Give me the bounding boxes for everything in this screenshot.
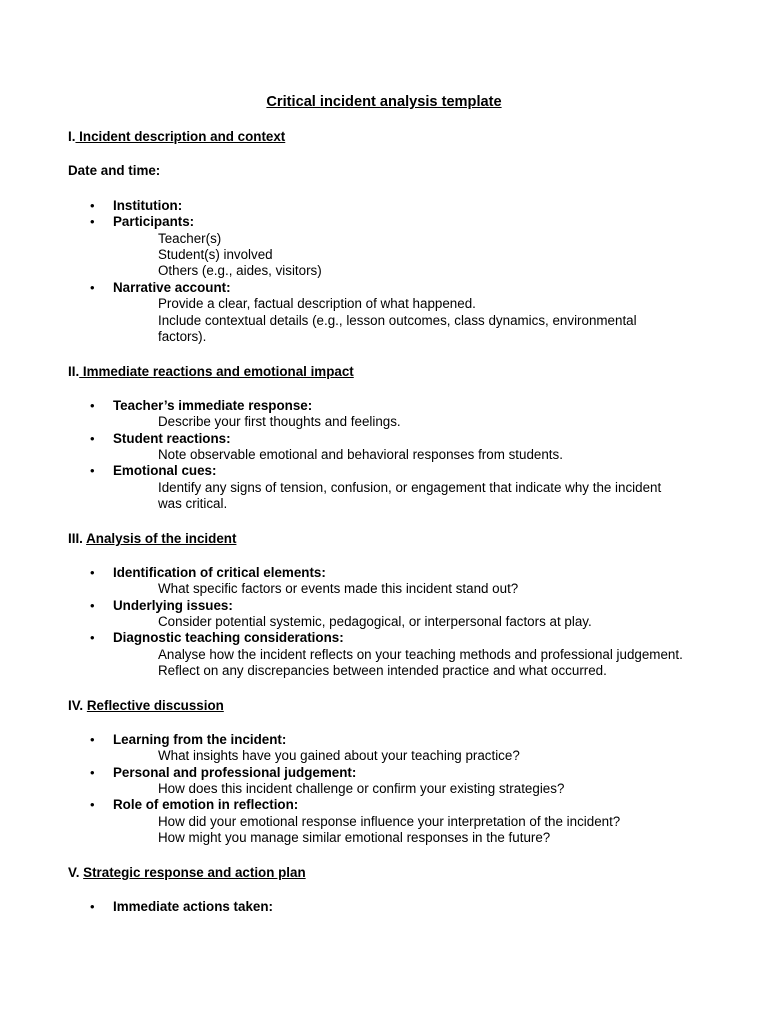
item-label: Immediate actions taken: [113, 899, 273, 914]
document-title [0, 94, 768, 111]
item-detail-line: Teacher(s) [158, 231, 222, 246]
item-detail-line: Include contextual details (e.g., lesson outcomes, class dynamics, environmental [158, 313, 637, 328]
item-detail-line: Provide a clear, factual description of what happened. [158, 296, 476, 311]
section-heading-2 [68, 364, 354, 381]
bullet-icon: • [90, 431, 95, 446]
section-heading-4 [68, 698, 224, 715]
item-detail-line: How might you manage similar emotional responses in the future? [158, 830, 551, 845]
section-heading-1 [68, 129, 285, 146]
bullet-icon: • [90, 630, 95, 645]
section-number: II. [68, 364, 80, 379]
item-detail-line: What specific factors or events made this incident stand out? [158, 581, 519, 596]
item-detail-line: How does this incident challenge or confirm your existing strategies? [158, 781, 565, 796]
section-number: III. [68, 531, 87, 546]
item-label: Learning from the incident: [113, 732, 287, 747]
bullet-icon: • [90, 797, 95, 812]
section-heading-5 [68, 865, 306, 882]
section-number: IV. [68, 698, 87, 713]
item-detail-line: Describe your first thoughts and feelings. [158, 414, 401, 429]
item-detail-line: How did your emotional response influence your interpretation of the incident? [158, 814, 621, 829]
item-detail-line: What insights have you gained about your teaching practice? [158, 748, 520, 763]
item-label: Student reactions: [113, 431, 231, 446]
item-label: Narrative account: [113, 280, 231, 295]
item-label: Personal and professional judgement: [113, 765, 357, 780]
item-label: Diagnostic teaching considerations: [113, 630, 344, 645]
bullet-icon: • [90, 765, 95, 780]
section-number: I. [68, 129, 76, 144]
document-title-text: Critical incident analysis template [266, 94, 502, 110]
item-label: Teacher’s immediate response: [113, 398, 313, 413]
item-label: Participants: [113, 214, 195, 229]
section-heading-3 [68, 531, 236, 548]
bullet-icon: • [90, 598, 95, 613]
item-label: Underlying issues: [113, 598, 233, 613]
item-detail-line: Others (e.g., aides, visitors) [158, 263, 322, 278]
item-label: Emotional cues: [113, 463, 217, 478]
item-detail-line: factors). [158, 329, 207, 344]
section-number: V. [68, 865, 84, 880]
bullet-icon: • [90, 198, 95, 213]
bullet-icon: • [90, 732, 95, 747]
bullet-icon: • [90, 214, 95, 229]
item-detail-line: Analyse how the incident reflects on your teaching methods and professional judgement. [158, 647, 683, 662]
item-detail-line: Note observable emotional and behavioral responses from students. [158, 447, 563, 462]
item-label: Role of emotion in reflection: [113, 797, 299, 812]
bullet-icon: • [90, 899, 95, 914]
bullet-icon: • [90, 463, 95, 478]
section-title: Reflective discussion [86, 698, 224, 713]
bullet-icon: • [90, 398, 95, 413]
item-detail-line: Identify any signs of tension, confusion, or engagement that indicate why the incident [158, 480, 662, 495]
item-detail-line: Reflect on any discrepancies between intended practice and what occurred. [158, 663, 607, 678]
section-title: Strategic response and action plan [83, 865, 306, 880]
bullet-icon: • [90, 280, 95, 295]
section-title: Immediate reactions and emotional impact [79, 364, 354, 379]
item-label: Identification of critical elements: [113, 565, 326, 580]
field-date-and-time: Date and time: [68, 163, 161, 178]
item-detail-line: Student(s) involved [158, 247, 273, 262]
bullet-icon: • [90, 565, 95, 580]
item-label: Institution: [113, 198, 183, 213]
item-detail-line: was critical. [158, 496, 228, 511]
item-detail-line: Consider potential systemic, pedagogical, or interpersonal factors at play. [158, 614, 592, 629]
section-title: Analysis of the incident [86, 531, 237, 546]
section-title: Incident description and context [75, 129, 286, 144]
